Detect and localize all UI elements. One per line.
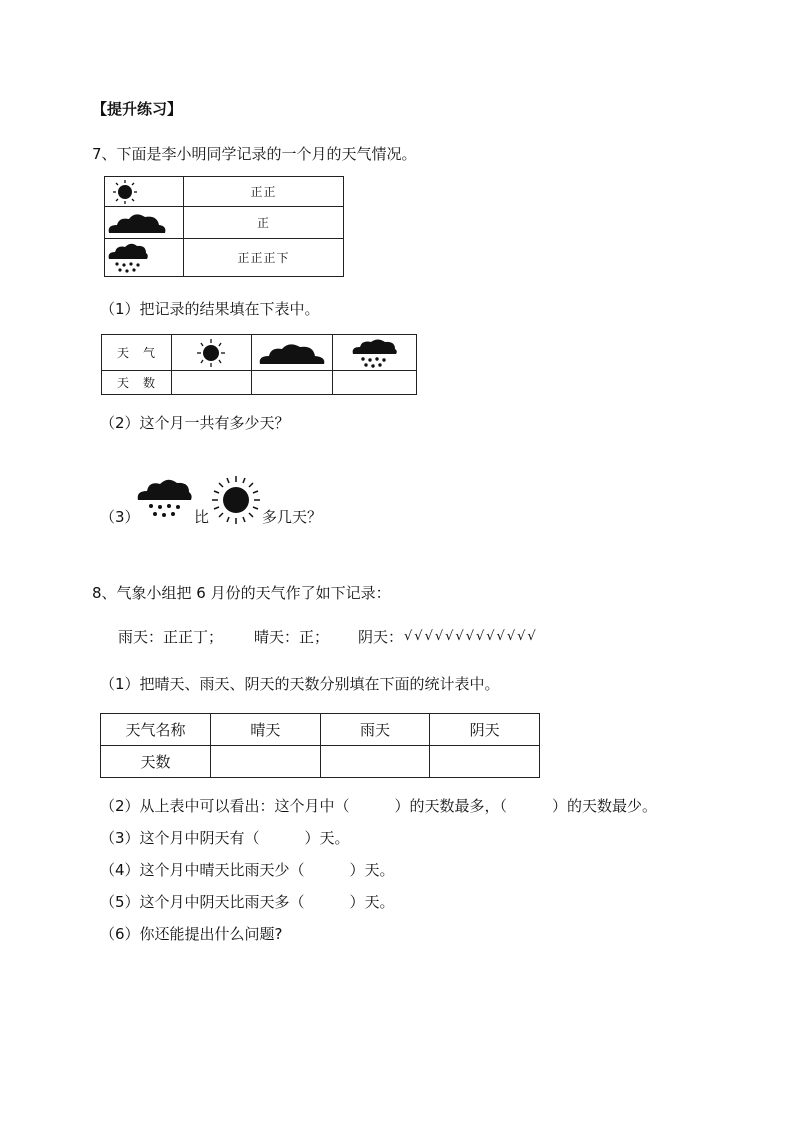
q8-part5: （5）这个月中阴天比雨天多（ ）天。 [100, 893, 395, 911]
stat-sunny-days-cell[interactable] [211, 746, 321, 778]
sun-icon [191, 338, 231, 368]
rain-cloud-icon [105, 241, 149, 275]
q8-stat-table [100, 713, 540, 778]
q8-record-cloudy-label: 阴天： [358, 628, 404, 646]
fill-table-days-label: 天 数 [102, 371, 172, 395]
stat-header-rain: 雨天 [320, 714, 430, 746]
q8-question: 8、气象小组把 6 月份的天气作了如下记录： [92, 584, 391, 602]
q8-part6: （6）你还能提出什么问题? [100, 925, 283, 943]
q7-part3-prefix: （3） [100, 508, 140, 526]
record-row-cloud-tally: 正 [184, 207, 344, 239]
q8-part4: （4）这个月中晴天比雨天少（ ）天。 [100, 861, 395, 879]
stat-cloudy-days-cell[interactable] [430, 746, 540, 778]
section-title: 【提升练习】 [92, 100, 183, 118]
q7-part3-compare: 比 [194, 508, 210, 526]
rain-cloud-icon [134, 476, 194, 522]
stat-header-name: 天气名称 [101, 714, 211, 746]
cloud-icon [105, 209, 169, 237]
sun-icon [210, 474, 262, 526]
fill-table-weather-label: 天 气 [102, 335, 172, 371]
stat-header-sunny: 晴天 [211, 714, 321, 746]
fill-table-sun-cell [171, 335, 251, 371]
record-row-cloud-icon-cell [105, 207, 184, 239]
q8-part1: （1）把晴天、雨天、阴天的天数分别填在下面的统计表中。 [100, 675, 500, 693]
q7-part3-suffix: 多几天？ [262, 508, 323, 526]
rain-cloud-icon [349, 337, 399, 369]
record-row-rain-icon-cell [105, 239, 184, 277]
record-row-sun-tally: 正正 [184, 177, 344, 207]
record-row-rain-tally: 正正正下 [184, 239, 344, 277]
fill-table-sun-days-cell[interactable] [171, 371, 251, 395]
q8-part3: （3）这个月中阴天有（ ）天。 [100, 829, 350, 847]
stat-rain-days-cell[interactable] [320, 746, 430, 778]
q8-record-sunny: 晴天：正； [254, 628, 330, 646]
stat-row-days-label: 天数 [101, 746, 211, 778]
q7-question: 7、下面是李小明同学记录的一个月的天气情况。 [92, 145, 417, 163]
q8-record-rain: 雨天：正正丁； [118, 628, 224, 646]
fill-table-rain-days-cell[interactable] [332, 371, 416, 395]
record-row-sun-icon-cell [105, 177, 184, 207]
fill-table-cloud-days-cell[interactable] [251, 371, 332, 395]
q7-fill-table [101, 334, 417, 395]
q7-part2: （2）这个月一共有多少天？ [100, 414, 290, 432]
fill-table-cloud-cell [251, 335, 332, 371]
q7-part1: （1）把记录的结果填在下表中。 [100, 300, 320, 318]
fill-table-rain-cell [332, 335, 416, 371]
sun-icon [105, 179, 145, 205]
q8-part2: （2）从上表中可以看出：这个月中（ ）的天数最多，（ ）的天数最少。 [100, 797, 658, 815]
stat-header-cloudy: 阴天 [430, 714, 540, 746]
cloud-icon [256, 339, 328, 367]
q8-record-cloudy-marks: √√√√√√√√√√√√√ [404, 629, 538, 644]
q7-record-table [104, 176, 344, 277]
